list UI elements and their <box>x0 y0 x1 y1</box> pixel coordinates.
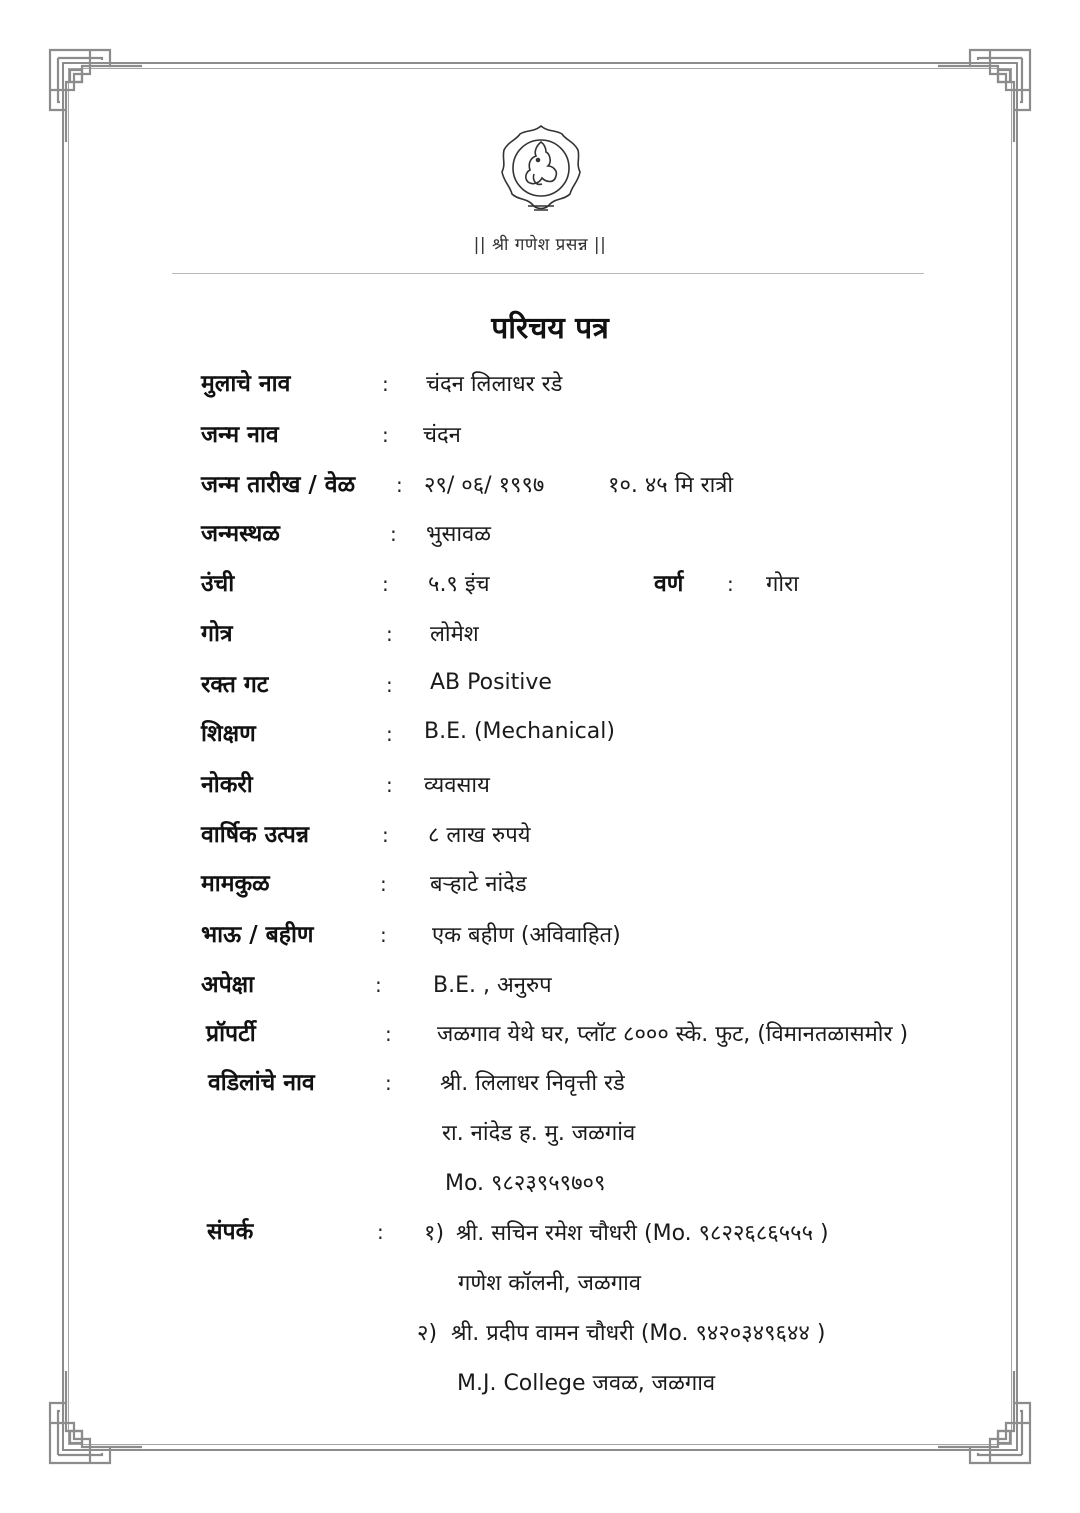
contact-2-number: २) <box>417 1321 438 1346</box>
label-birthplace: जन्मस्थळ <box>201 521 280 547</box>
colon: : <box>390 522 397 546</box>
colon: : <box>396 473 403 497</box>
label-gotra: गोत्र <box>201 621 233 647</box>
colon: : <box>386 773 393 797</box>
label-height: उंची <box>201 571 235 597</box>
value-mamkul: बऱ्हाटे नांदेड <box>430 872 527 897</box>
value-name: चंदन लिलाधर रडे <box>426 372 563 397</box>
label-occupation: नोकरी <box>201 772 253 798</box>
value-birth-time: १०. ४५ मि रात्री <box>608 473 734 498</box>
value-blood-group: AB Positive <box>430 670 552 695</box>
label-birth-name: जन्म नाव <box>201 422 279 448</box>
colon: : <box>727 572 734 596</box>
colon: : <box>380 872 387 896</box>
label-contact: संपर्क <box>207 1219 254 1245</box>
value-birthplace: भुसावळ <box>426 522 491 547</box>
value-siblings: एक बहीण (अविवाहित) <box>432 923 621 948</box>
corner-ornament-bottom-right <box>934 1367 1034 1467</box>
label-income: वार्षिक उत्पन्न <box>201 822 309 848</box>
label-siblings: भाऊ / बहीण <box>201 922 314 948</box>
ganesha-emblem-icon <box>500 124 582 216</box>
label-complexion: वर्ण <box>654 571 684 597</box>
value-gotra: लोमेश <box>430 622 479 647</box>
header-divider <box>172 273 924 274</box>
contact-1-number: १) <box>424 1221 445 1246</box>
corner-ornament-bottom-left <box>46 1367 146 1467</box>
value-father-mobile: Mo. ९८२३९५९७०९ <box>445 1171 606 1196</box>
label-property: प्रॉपर्टी <box>206 1021 256 1047</box>
corner-ornament-top-right <box>934 46 1034 146</box>
value-dob: २९/ ०६/ १९९७ <box>424 473 545 498</box>
colon: : <box>382 823 389 847</box>
label-mamkul: मामकुळ <box>201 871 270 897</box>
value-expectation: B.E. , अनुरुप <box>433 973 552 998</box>
value-education: B.E. (Mechanical) <box>424 719 615 744</box>
value-height: ५.९ इंच <box>428 572 490 597</box>
colon: : <box>382 372 389 396</box>
value-occupation: व्यवसाय <box>424 773 490 798</box>
value-income: ८ लाख रुपये <box>428 823 531 848</box>
colon: : <box>386 622 393 646</box>
colon: : <box>386 673 393 697</box>
contact-2-address: M.J. College जवळ, जळगाव <box>457 1371 716 1396</box>
label-father: वडिलांचे नाव <box>208 1070 315 1096</box>
value-birth-name: चंदन <box>423 423 461 448</box>
colon: : <box>380 923 387 947</box>
value-father-name: श्री. लिलाधर निवृत्ती रडे <box>440 1071 625 1096</box>
colon: : <box>382 423 389 447</box>
page-title: परिचय पत्र <box>491 311 609 346</box>
label-education: शिक्षण <box>201 721 256 747</box>
colon: : <box>375 973 382 997</box>
contact-2-name: श्री. प्रदीप वामन चौधरी (Mo. ९४२०३४९६४४ ) <box>451 1321 826 1346</box>
colon: : <box>377 1220 384 1244</box>
label-blood-group: रक्त गट <box>201 672 269 698</box>
colon: : <box>386 722 393 746</box>
label-expectation: अपेक्षा <box>201 972 255 998</box>
label-name: मुलाचे नाव <box>201 371 291 397</box>
value-father-address: रा. नांदेड ह. मु. जळगांव <box>442 1121 636 1146</box>
value-property: जळगाव येथे घर, प्लॉट ८००० स्के. फुट, (विमानतळासमोर ) <box>437 1022 909 1047</box>
colon: : <box>385 1022 392 1046</box>
colon: : <box>385 1071 392 1095</box>
invocation-text: || श्री गणेश प्रसन्न || <box>473 235 607 255</box>
contact-1-address: गणेश कॉलनी, जळगाव <box>458 1271 642 1296</box>
contact-1-name: श्री. सचिन रमेश चौधरी (Mo. ९८२२६८६५५५ ) <box>456 1221 829 1246</box>
colon: : <box>382 572 389 596</box>
corner-ornament-top-left <box>46 46 146 146</box>
value-complexion: गोरा <box>766 572 799 597</box>
label-dob: जन्म तारीख / वेळ <box>201 472 356 498</box>
